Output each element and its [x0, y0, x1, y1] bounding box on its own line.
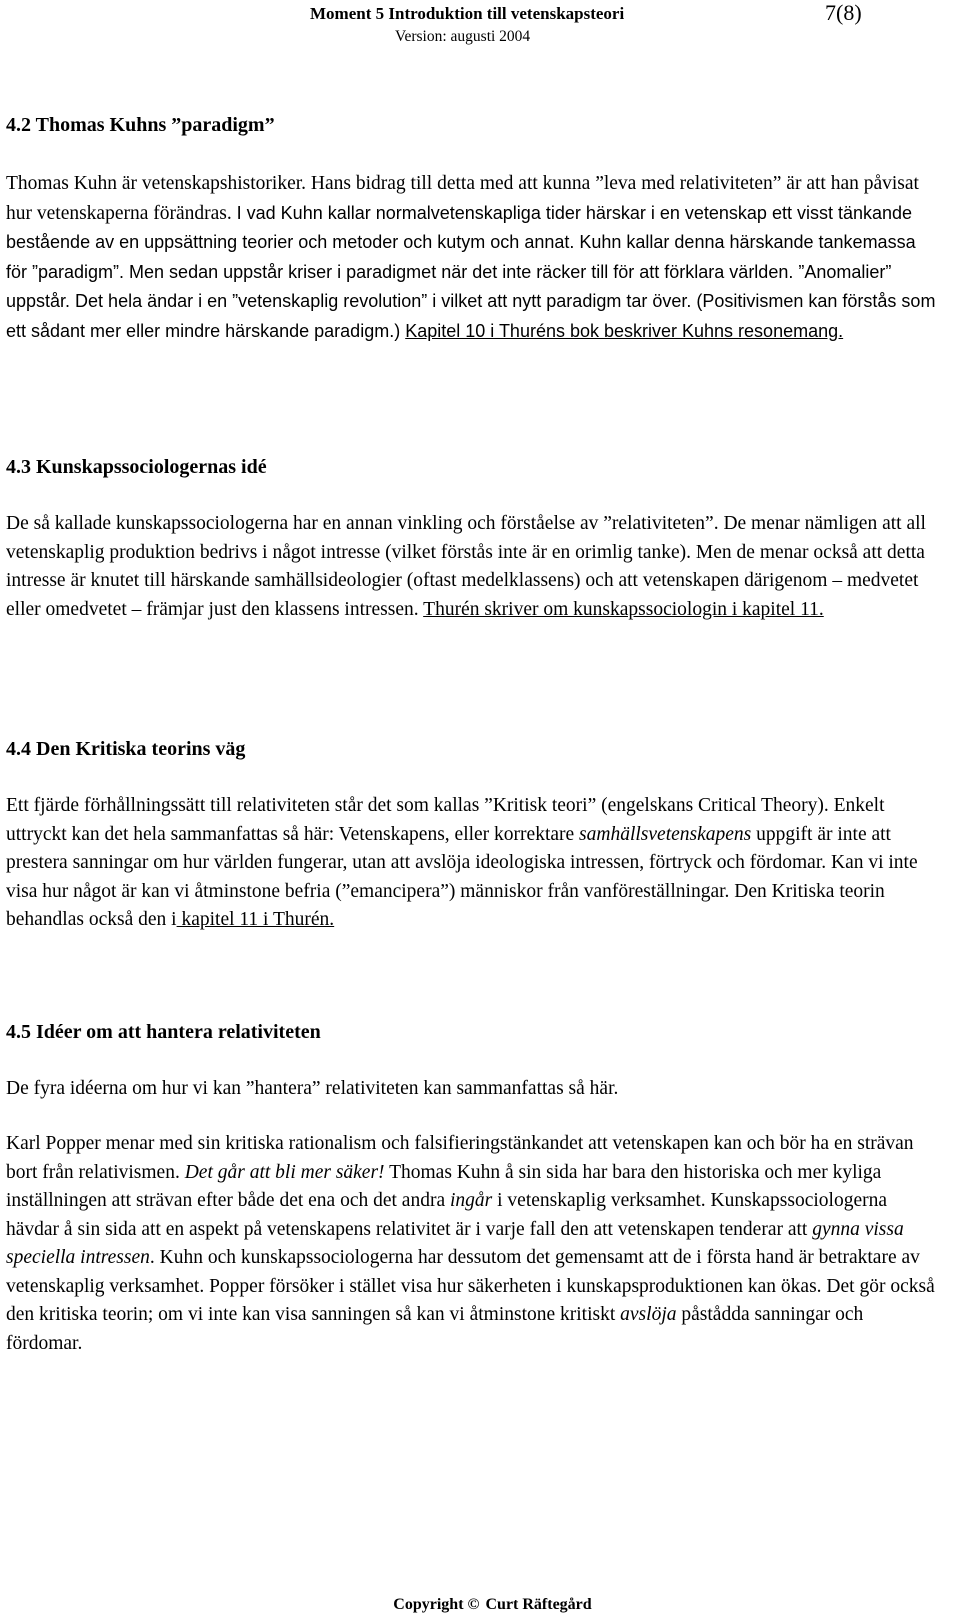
chapter-reference-link[interactable]: kapitel 11 i Thurén. [176, 909, 335, 930]
paragraph-text: Karl Popper menar med sin kritiska rationalism och falsifieringstänkandet att vetenskapen kan och bör ha en strävan bort från relativismen. [6, 1133, 914, 1183]
emphasis-text: ingår [449, 1190, 493, 1211]
section-paragraph-4-2 [6, 170, 941, 346]
emphasis-text: samhällsvetenskapens [579, 823, 752, 845]
paragraph-text: Thomas Kuhn å sin sida har bara den historiska och mer kyliga inställningen att strävan efter både det ena och det andra [6, 1161, 882, 1211]
page-footer [0, 1596, 960, 1614]
paragraph-text: Ett fjärde förhållningssätt till relativiteten står det som kallas ”Kritisk teori” (engelskans Critical Theory). Enkelt uttryckt kan det hela sammanfattas så här: Vetenskapens, eller korrektare [6, 795, 885, 845]
section-paragraph-4-4 [6, 792, 941, 935]
section-heading-4-4: 4.4 Den Kritiska teorins väg [6, 738, 246, 760]
copyright-label: Copyright © [393, 1596, 480, 1613]
section-paragraph-4-3 [6, 510, 941, 624]
section-heading-4-3: 4.3 Kunskapssociologernas idé [6, 456, 267, 478]
section-heading-4-2: 4.2 Thomas Kuhns ”paradigm” [6, 114, 275, 136]
author-name: Curt Räftegård [485, 1596, 592, 1613]
chapter-reference-link[interactable]: Thurén skriver om kunskapssociologin i kapitel 11. [423, 598, 824, 620]
paragraph-text-sans: I vad Kuhn kallar normalvetenskapliga tider härskar i en vetenskap ett visst tänkande bestående av en uppsättning teorier och metoder och kutym och annat. Kuhn kallar denna härskande tankemassa för ”paradigm”. Men sedan uppstår kriser i paradigmet när det inte räcker till för att förklara världen. ”Anomalier” uppstår. Det hela ändar i en ”vetenskaplig revolution” i vilket att nytt paradigm tar över. (Positivismen kan förstås som ett sådant mer eller mindre härskande paradigm.) [6, 202, 936, 341]
section-paragraph-4-5-intro: De fyra idéerna om hur vi kan ”hantera” relativiteten kan sammanfattas så här. [6, 1078, 619, 1099]
paragraph-text: i vetenskaplig verksamhet. Kunskapssociologerna hävdar å sin sida att en aspekt på vetenskapens relativitet är i varje fall den att vetenskapen tenderar att [6, 1190, 888, 1240]
document-title: Moment 5 Introduktion till vetenskapsteori [310, 4, 625, 23]
paragraph-text: påstådda sanningar och fördomar. [6, 1304, 864, 1354]
version-label: Version: augusti 2004 [395, 28, 531, 45]
page-number: 7(8) [825, 0, 862, 25]
emphasis-text: avslöja [620, 1304, 677, 1325]
section-heading-4-5: 4.5 Idéer om att hantera relativiteten [6, 1021, 321, 1043]
section-paragraph-4-5-summary [6, 1130, 941, 1358]
chapter-reference-link[interactable]: Kapitel 10 i Thuréns bok beskriver Kuhns resonemang. [405, 320, 844, 341]
paragraph-text: Thomas Kuhn är vetenskapshistoriker. Hans bidrag till detta med att kunna ”leva med relativiteten” är att han påvisat hur vetenskaperna förändras. [6, 173, 919, 224]
paragraph-text: De så kallade kunskapssociologerna har en annan vinkling och förståelse av ”relativiteten”. De menar nämligen att all vetenskaplig produktion bedrivs i något intresse (vilket förstås inte är en orimlig tanke). Men de menar också att detta intresse är knutet till härskande samhällsideologier (oftast medelklassens) och att vetenskapen därigenom – medvetet eller omedvetet – främjar just den klassens intressen. [6, 513, 926, 620]
paragraph-text: . Kuhn och kunskapssociologerna har dessutom det gemensamt att de i första hand är betraktare av vetenskaplig verksamhet. Popper försöker i stället visa hur säkerheten i kunskapsproduktionen kan ökas. Det gör också den kritiska teorin; om vi inte kan visa sanningen så kan vi åtminstone kritiskt [6, 1247, 935, 1325]
paragraph-text: uppgift är inte att prestera sanningar om hur världen fungerar, utan att avslöja ideologiska intressen, förtryck och fördomar. Kan vi inte visa hur något är kan vi åtminstone befria (”emancipera”) människor från vanföreställningar. Den Kritiska teorin behandlas också den i [6, 823, 918, 930]
emphasis-text: gynna vissa speciella intressen [6, 1218, 904, 1268]
emphasis-text: Det går att bli mer säker! [184, 1161, 385, 1183]
